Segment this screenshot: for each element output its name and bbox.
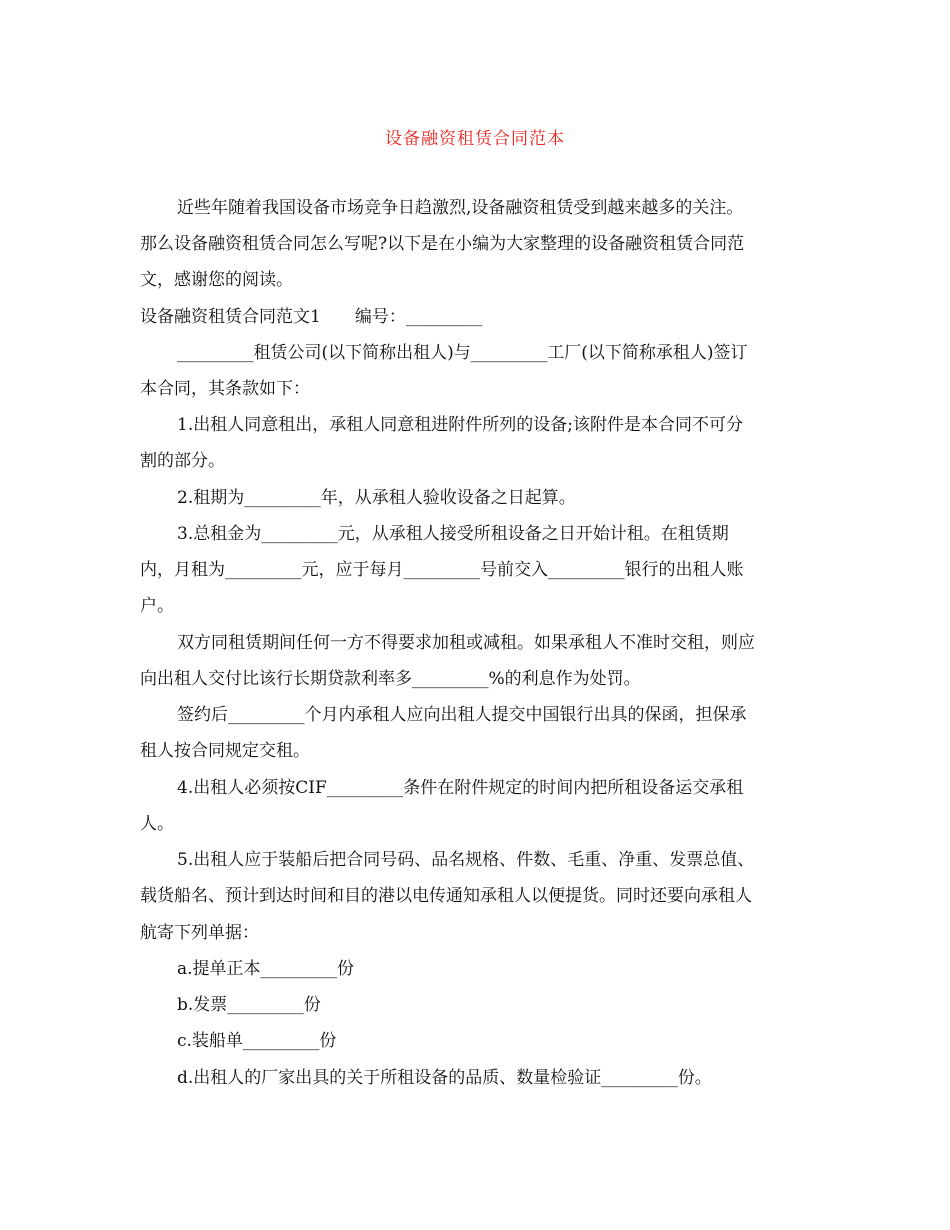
body-line: 租人按合同规定交租。 [140,741,310,761]
body-line: 那么设备融资租赁合同怎么写呢?以下是在小编为大家整理的设备融资租赁合同范 [140,234,745,254]
list-item: b.发票_________份 [177,995,321,1015]
list-item: d.出租人的厂家出具的关于所租设备的品质、数量检验证_________份。 [177,1068,712,1088]
contract-heading: 设备融资租赁合同范文1 编号：_________ [140,307,483,327]
clause-line: 航寄下列单据： [140,923,259,943]
clause-line: 户。 [140,596,174,616]
body-line: _________租赁公司(以下简称出租人)与_________工厂(以下简称承租人)签订 [177,343,748,363]
list-item: a.提单正本_________份 [177,959,355,979]
clause-line: 1.出租人同意租出，承租人同意租进附件所列的设备;该附件是本合同不可分 [177,415,743,435]
clause-line: 5.出租人应于装船后把合同号码、品名规格、件数、毛重、净重、发票总值、 [177,850,755,870]
clause-line: 4.出租人必须按CIF_________条件在附件规定的时间内把所租设备运交承租 [177,778,744,798]
clause-line: 内，月租为_________元，应于每月_________号前交入_________银行的出租人账 [140,560,744,580]
clause-line: 3.总租金为_________元，从承租人接受所租设备之日开始计租。在租赁期 [177,524,729,544]
clause-line: 割的部分。 [140,451,225,471]
clause-line: 2.租期为_________年，从承租人验收设备之日起算。 [177,488,576,508]
list-item: c.装船单_________份 [177,1031,337,1051]
body-line: 文，感谢您的阅读。 [140,270,293,290]
body-line: 向出租人交付比该行长期贷款利率多_________%的利息作为处罚。 [140,669,641,689]
clause-line: 人。 [140,814,174,834]
body-line: 双方同租赁期间任何一方不得要求加租或减租。如果承租人不准时交租，则应 [177,633,755,653]
document-title: 设备融资租赁合同范本 [385,129,565,149]
body-line: 本合同，其条款如下： [140,379,310,399]
body-line: 近些年随着我国设备市场竞争日趋激烈,设备融资租赁受到越来越多的关注。 [177,198,744,218]
body-line: 签约后_________个月内承租人应向出租人提交中国银行出具的保函，担保承 [177,705,747,725]
clause-line: 载货船名、预计到达时间和目的港以电传通知承租人以便提货。同时还要向承租人 [140,886,752,906]
